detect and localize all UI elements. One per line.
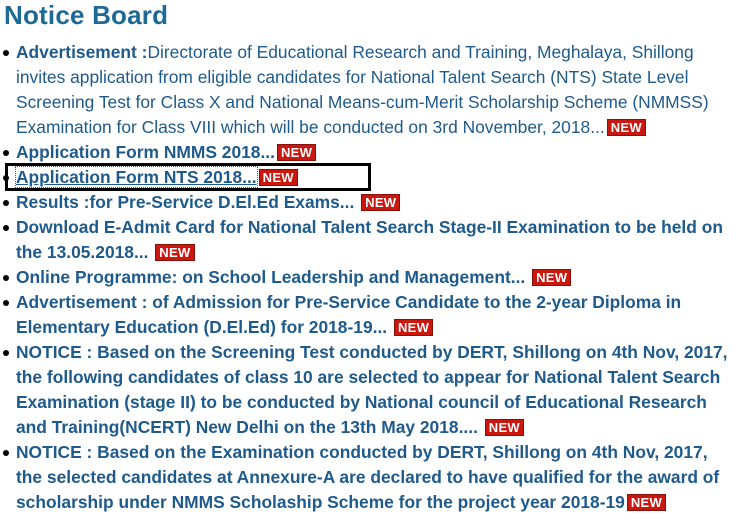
new-badge: NEW (532, 269, 571, 286)
bullet-icon (3, 175, 9, 181)
notice-link-application-form-nmms[interactable]: Application Form NMMS 2018... (16, 142, 275, 162)
bullet-icon (3, 150, 9, 156)
notice-link-nts-nmmss-advertisement[interactable]: Directorate of Educational Research and Training, Meghalaya, Shillong invites application from eligible candidates for National Talent Search (NTS) State Level Screening Test for Class X and National Means-cum-Merit Scholarship Scheme (NMMSS) Examination for Class VIII which will be conducted on 3rd November, 2018... (16, 42, 709, 137)
list-item (0, 140, 736, 165)
page-title: Notice Board (4, 0, 169, 30)
notice-link-nts-stage-ii-selection[interactable]: NOTICE : Based on the Screening Test conducted by DERT, Shillong on 4th Nov, 2017, the following candidates of class 10 are selected to appear for National Talent Search Examination (stage II) to be conducted by National council of Educational Research and Training(NCERT) New Delhi on the 13th May 2018.... (16, 342, 728, 437)
new-badge: NEW (277, 144, 316, 161)
list-item (0, 340, 736, 440)
new-badge: NEW (155, 244, 194, 261)
list-item (0, 215, 736, 265)
notice-prefix: Advertisement : (16, 42, 148, 62)
notice-list (0, 40, 736, 515)
list-item (0, 40, 736, 140)
new-badge: NEW (485, 419, 524, 436)
notice-link-results-deled[interactable]: Results :for Pre-Service D.El.Ed Exams... (16, 192, 355, 212)
new-badge: NEW (361, 194, 400, 211)
bullet-icon (3, 225, 9, 231)
new-badge: NEW (394, 319, 433, 336)
list-item (0, 190, 736, 215)
list-item (0, 440, 736, 515)
bullet-icon (3, 350, 9, 356)
bullet-icon (3, 200, 9, 206)
new-badge: NEW (627, 494, 666, 511)
bullet-icon (3, 300, 9, 306)
list-item (0, 290, 736, 340)
notice-link-deled-admission[interactable]: Advertisement : of Admission for Pre-Service Candidate to the 2-year Diploma in Elementary Education (D.El.Ed) for 2018-19... (16, 292, 682, 337)
notice-link-application-form-nts[interactable]: Application Form NTS 2018... (16, 167, 257, 187)
notice-link-online-programme[interactable]: Online Programme: on School Leadership and Management... (16, 267, 526, 287)
new-badge: NEW (607, 119, 646, 136)
notice-link-e-admit-card[interactable]: Download E-Admit Card for National Talent Search Stage-II Examination to be held on the 13.05.2018... (16, 217, 723, 262)
bullet-icon (3, 275, 9, 281)
bullet-icon (3, 450, 9, 456)
notice-link-nmms-scholarship[interactable]: NOTICE : Based on the Examination conducted by DERT, Shillong on 4th Nov, 2017, the selected candidates at Annexure-A are declared to have qualified for the award of scholarship under NMMS Scholaship Scheme for the project year 2018-19 (16, 442, 720, 512)
new-badge: NEW (259, 169, 298, 186)
bullet-icon (3, 50, 9, 56)
list-item (0, 165, 736, 190)
list-item (0, 265, 736, 290)
